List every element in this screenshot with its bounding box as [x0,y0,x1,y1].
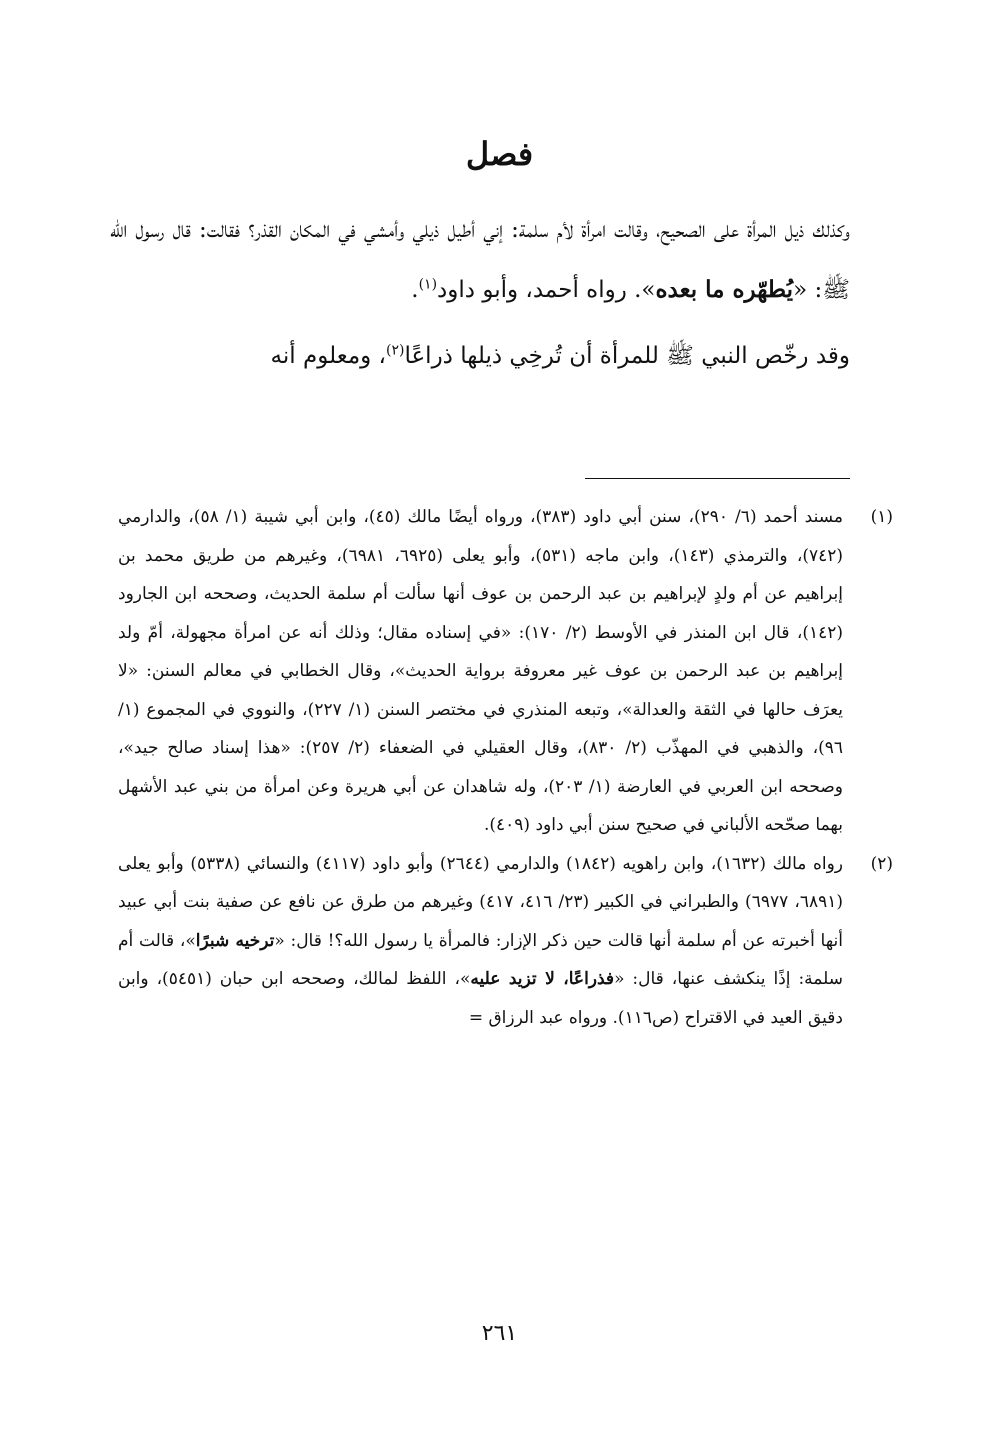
paragraph-1-period: . [411,277,419,303]
paragraph-1-text-end: ». رواه أحمد، وأبو داود [437,277,656,303]
footnote-2-text-c: »، اللفظ لمالك، وصححه ابن حبان (٥٤٥١)، وابن دقيق العيد في الاقتراح (ص١١٦). ورواه عبد الرزاق = [118,969,843,1028]
paragraph-2-text: وقد رخّص النبي ﷺ للمرأة أن تُرخِي ذيلها ذراعًا [404,343,850,369]
footnote-2-text [118,845,843,1038]
footnote-ref-2[interactable]: (٢) [385,342,405,359]
footnote-2-quote-a: ترخيه شبرًا [195,930,275,951]
paragraph-1-text: وكذلك ذيل المرأة على الصحيح، وقالت امرأة لأم سلمة: إني أطيل ذيلي وأمشي في المكان القذر؟ فقالت: قال رسول الله ﷺ: « [110,217,850,303]
footnote-1-text: مسند أحمد (٦/ ٢٩٠)، سنن أبي داود (٣٨٣)، ورواه أيضًا مالك (٤٥)، وابن أبي شيبة (١/ ٥٨)، والدارمي (٧٤٢)، والترمذي (١٤٣)، وابن ماجه (٥٣١)، وأبو يعلى (٦٩٢٥، ٦٩٨١)، وغيرهم من طريق محمد بن إبراهيم عن أم ولدٍ لإبراهيم بن عبد الرحمن بن عوف أنها سألت أم سلمة الحديث، وصححه ابن الجارود (١٤٢)، قال ابن المنذر في الأوسط (٢/ ١٧٠): «في إسناده مقال؛ وذلك أنه عن امرأة مجهولة، أمّ ولد إبراهيم بن عبد الرحمن بن عوف غير معروفة برواية الحديث»، وقال الخطابي في معالم السنن: «لا يعرَف حالها في الثقة والعدالة»، وتبعه المنذري في مختصر السنن (١/ ٢٢٧)، والنووي في المجموع (١/ ٩٦)، والذهبي في المهذّب (٢/ ٨٣٠)، وقال العقيلي في الضعفاء (٢/ ٢٥٧): «هذا إسناد صالح جيد»، وصححه ابن العربي في العارضة (١/ ٢٠٣)، وله شاهدان عن أبي هريرة وعن امرأة من بني عبد الأشهل بهما صحّحه الألباني في صحيح سنن أبي داود (٤٠٩). [118,507,844,835]
section-heading: فصل [465,135,534,173]
footnote-2-text-b: »، قالت أم سلمة: إذًا ينكشف عنها، قال: « [118,930,843,989]
footnote-2-number: (٢) [870,853,893,874]
hadith-quote: يُطهّره ما بعده [655,276,794,303]
paragraph-1 [110,200,850,320]
footnote-1 [118,498,893,845]
footnote-2 [118,845,893,1038]
footnote-1-number: (١) [870,507,893,527]
paragraph-2-text-end: ، ومعلوم أنه [270,343,386,369]
paragraph-2 [110,326,850,386]
footnote-divider [585,478,850,479]
footnotes [118,498,893,1037]
footnote-ref-1[interactable]: (١) [418,276,438,293]
page-number: ٢٦١ [481,1321,518,1346]
main-text [110,200,850,386]
footnote-2-text-a: رواه مالك (١٦٣٢)، وابن راهويه (١٨٤٢) والدارمي (٢٦٤٤) وأبو داود (٤١١٧) والنسائي (٥٣٣٨) وأبو يعلى (٦٨٩١، ٦٩٧٧) والطبراني في الكبير (٢٣/ ٤١٦، ٤١٧) وغيرهم من طرق عن نافع عن صفية بنت أبي عبيد أنها أخبرته عن أم سلمة أنها قالت حين ذكر الإزار: فالمرأة يا رسول الله؟! قال: « [118,853,844,951]
footnote-2-quote-b: فذراعًا، لا تزيد عليه [470,969,615,989]
